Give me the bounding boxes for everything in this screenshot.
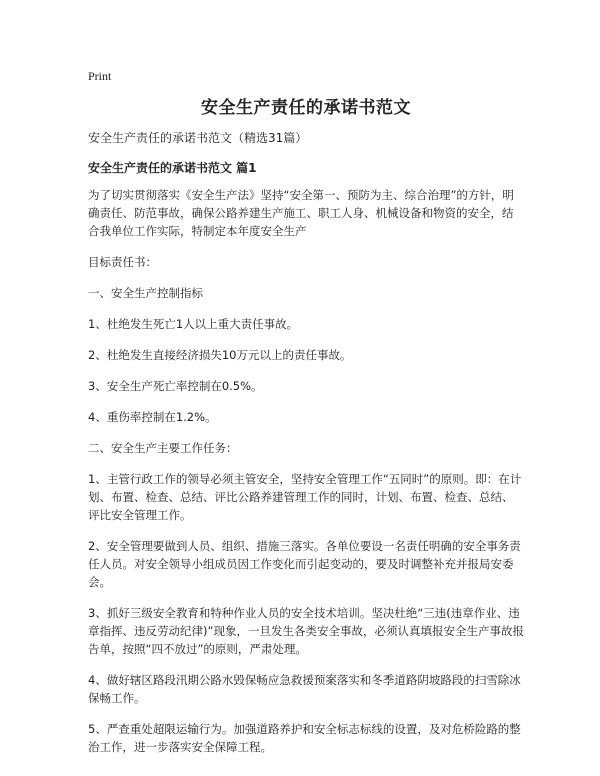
paragraph-target-heading: 目标责任书： [88,255,157,269]
paragraph-task: 1、主管行政工作的领导必须主管安全，坚持安全管理工作“五同时”的原则。即：在计划、布置、检查、总结、评比公路养建管理工作的同时，计划、布置、检查、总结、评比安全管理工作。 [88,472,522,522]
paragraph-main-tasks-heading: 二、安全生产主要工作任务： [88,441,238,455]
page-title: 安全生产责任的承诺书范文 [201,98,411,118]
print-label[interactable]: Print [88,69,112,83]
paragraph-item: 4、重伤率控制在1.2%。 [88,410,217,424]
paragraph-task: 3、抓好三级安全教育和特种作业人员的安全技术培训。坚决杜绝“三违(违章作业、违章指挥、违反劳动纪律)”现象，一旦发生各类安全事故，必须认真填报安全生产事故报告单，按照“四不放过”的原则，严肃处理。 [88,606,524,656]
paragraph-task: 4、做好辖区路段汛期公路水毁保畅应急救援预案落实和冬季道路阴坡路段的扫雪除冰保畅工作。 [88,673,521,705]
paragraph-intro: 为了切实贯彻落实《安全生产法》坚持“安全第一、预防为主、综合治理”的方针，明确责任、防范事故，确保公路养建生产施工、职工人身、机械设备和物资的安全，结合我单位工作实际，特制定本年度安全生产 [88,188,514,238]
paragraph-task: 5、严查重处超限运输行为。加强道路养护和安全标志标线的设置，及对危桥险路的整治工作，进一步落实安全保障工程。 [88,722,521,754]
paragraph-item: 3、安全生产死亡率控制在0.5%。 [88,379,263,393]
document-subtitle: 安全生产责任的承诺书范文（精选31篇） [88,131,308,145]
paragraph-item: 1、杜绝发生死亡1人以上重大责任事故。 [88,317,299,331]
paragraph-control-indicators-heading: 一、安全生产控制指标 [88,286,203,300]
section-heading: 安全生产责任的承诺书范文 篇1 [88,161,257,175]
paragraph-task: 2、安全管理要做到人员、组织、措施三落实。各单位要设一名责任明确的安全事务责任人员。对安全领导小组成员因工作变化而引起变动的，要及时调整补充并报局安委会。 [88,539,521,589]
paragraph-item: 2、杜绝发生直接经济损失10万元以上的责任事故。 [88,348,352,362]
document-page [88,68,524,769]
